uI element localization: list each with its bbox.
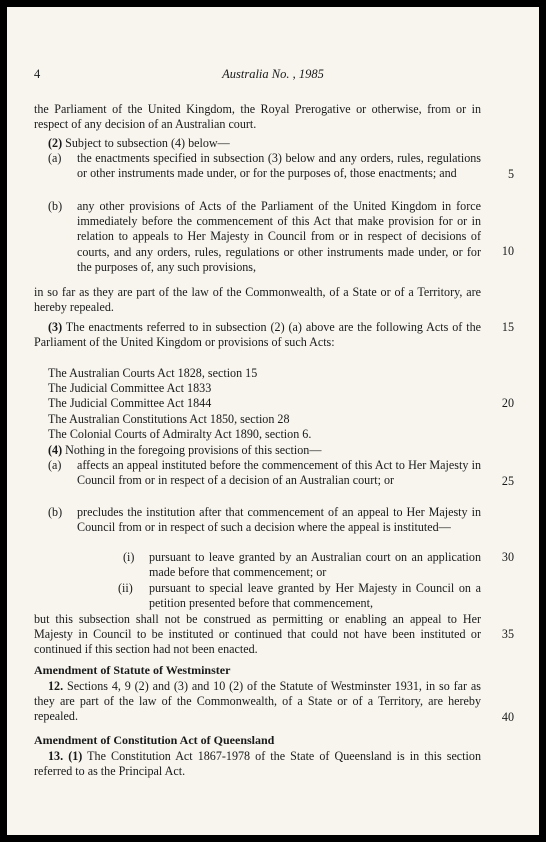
subpara-4bi-label: (i) bbox=[123, 550, 135, 564]
subsection-4-number: (4) bbox=[48, 443, 63, 457]
subsection-3-number: (3) bbox=[48, 320, 63, 334]
para-4b-text: precludes the institution after that commencement of an appeal to Her Majesty in Council from or in respect of such a decision where the appeal is instituted— bbox=[77, 505, 481, 535]
subsection-2-number: (2) bbox=[48, 136, 63, 150]
para-2b-label: (b) bbox=[48, 199, 63, 213]
para-4a-text: affects an appeal instituted before the commencement of this Act to Her Majesty in Council from or in respect of a decision of an Australian court; or bbox=[77, 458, 481, 488]
repealed-acts-list bbox=[48, 366, 481, 442]
section-13-subsection-number: (1) bbox=[68, 749, 83, 763]
para-2b-text: any other provisions of Acts of the Parliament of the United Kingdom in force immediately before the commencement of this Act that make provision for or in relation to appeals to Her Majesty in Council from or in respect of decisions of courts, and any orders, rules, regulations or other instruments made under, or for the purposes of, any such provisions, bbox=[77, 199, 481, 274]
margin-line-number: 30 bbox=[501, 550, 514, 564]
subsection-2-intro-text: Subject to subsection (4) below— bbox=[65, 136, 230, 150]
subsection-4-intro-text: Nothing in the foregoing provisions of this section— bbox=[65, 443, 322, 457]
margin-line-number: 5 bbox=[507, 167, 514, 181]
subsection-4-intro bbox=[48, 443, 481, 458]
para-4b-label: (b) bbox=[48, 505, 63, 519]
subsection-3-body: The enactments referred to in subsection (2) (a) above are the following Acts of the Parliament of the United Kingdom or provisions of such Acts: bbox=[34, 320, 481, 350]
subpara-4bi-text: pursuant to leave granted by an Australian court on an application made before that commencement; or bbox=[149, 550, 481, 580]
margin-line-number: 15 bbox=[501, 320, 514, 334]
subpara-4bii-label: (ii) bbox=[118, 581, 133, 595]
margin-line-number: 20 bbox=[501, 396, 514, 410]
section-12-body: Sections 4, 9 (2) and (3) and 10 (2) of the Statute of Westminster 1931, in so far as they are part of the law of the Commonwealth, of a State or of a Territory, are hereby repealed. bbox=[34, 679, 481, 724]
section-13-body: The Constitution Act 1867-1978 of the State of Queensland is in this section referred to as the Principal Act. bbox=[34, 749, 481, 779]
section-12-text bbox=[34, 679, 481, 725]
margin-line-number: 40 bbox=[501, 710, 514, 724]
subpara-4bii-text: pursuant to special leave granted by Her Majesty in Council on a petition presented before that commencement, bbox=[149, 581, 481, 611]
running-header-title: Australia No. , 1985 bbox=[222, 67, 324, 81]
para-4a-label: (a) bbox=[48, 458, 62, 472]
para-2a-text: the enactments specified in subsection (3) below and any orders, rules, regulations or other instruments made under, or for the purposes of, those enactments; and bbox=[77, 151, 481, 181]
margin-line-number: 35 bbox=[501, 627, 514, 641]
subsection-2-tail: in so far as they are part of the law of the Commonwealth, of a State or of a Territory, are hereby repealed. bbox=[34, 285, 481, 315]
repealed-act-item: The Judicial Committee Act 1844 bbox=[48, 396, 212, 411]
repealed-act-item: The Colonial Courts of Admiralty Act 1890, section 6. bbox=[48, 426, 312, 441]
lead-paragraph: the Parliament of the United Kingdom, the Royal Prerogative or otherwise, from or in respect of any decision of an Australian court. bbox=[34, 102, 481, 132]
section-13-number: 13. bbox=[48, 749, 64, 763]
para-2a-label: (a) bbox=[48, 151, 62, 165]
margin-line-number: 10 bbox=[501, 244, 514, 258]
subsection-3-text bbox=[34, 320, 481, 350]
margin-line-number: 25 bbox=[501, 474, 514, 488]
subsection-2-intro bbox=[48, 136, 481, 151]
section-12-number: 12. bbox=[48, 679, 64, 693]
repealed-act-item: The Judicial Committee Act 1833 bbox=[48, 381, 212, 396]
page-number: 4 bbox=[34, 67, 41, 81]
section-13-heading: Amendment of Constitution Act of Queensland bbox=[34, 733, 275, 747]
section-13-text bbox=[34, 749, 481, 779]
repealed-act-item: The Australian Courts Act 1828, section 15 bbox=[48, 366, 258, 380]
document-page bbox=[7, 7, 539, 835]
repealed-act-item: The Australian Constitutions Act 1850, section 28 bbox=[48, 411, 290, 426]
subsection-4-tail: but this subsection shall not be construed as permitting or enabling an appeal to Her Majesty in Council to be instituted or continued that could not have been instituted or continued if this section had not been enacted. bbox=[34, 612, 481, 657]
section-12-heading: Amendment of Statute of Westminster bbox=[34, 663, 231, 677]
